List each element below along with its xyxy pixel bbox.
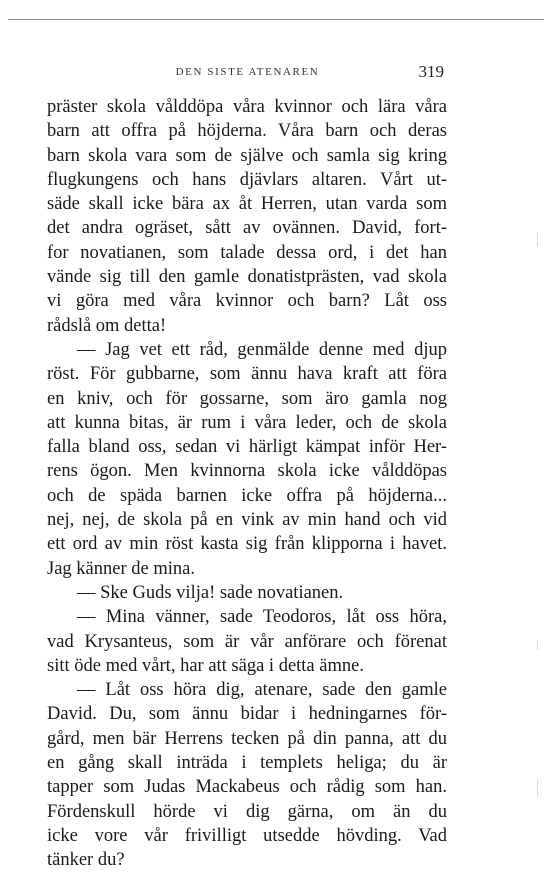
text-line: barn skola vara som de själve och samla sig kring xyxy=(47,145,447,166)
text-line: tänker du? xyxy=(47,850,125,871)
text-line: for novatianen, som talade dessa ord, i det han xyxy=(47,242,447,263)
text-line: gård, men bär Herrens tecken på din panna, att du xyxy=(47,728,447,749)
text-line: rens ögon. Men kvinnorna skola icke vålddöpas xyxy=(47,461,447,482)
text-line: flugkungens och hans djävlars altaren. Vårt ut- xyxy=(47,169,447,190)
text-line: nej, nej, de skola på en vink av min hand och vid xyxy=(47,510,447,531)
text-line: präster skola vålddöpa våra kvinnor och lära våra xyxy=(47,97,447,117)
text-line: vände sig till den gamle donatistprästen, vad skola xyxy=(47,267,447,288)
text-line: och de späda barnen icke offra på höjderna... xyxy=(47,485,447,506)
text-line: Fördenskull hörde vi dig gärna, om än du xyxy=(47,801,447,822)
page-number: 319 xyxy=(418,62,444,81)
margin-mark xyxy=(537,232,538,246)
text-line: sitt öde med vårt, har att säga i detta ämne. xyxy=(47,655,364,676)
text-line: rådslå om detta! xyxy=(47,315,167,336)
text-line: röst. För gubbarne, som ännu hava kraft att föra xyxy=(47,364,447,385)
text-line: en kniv, och för gossarne, som äro gamla nog xyxy=(47,388,447,409)
margin-mark xyxy=(537,640,538,650)
top-border-rule xyxy=(8,19,544,20)
text-line: David. Du, som ännu bidar i hedningarnes för- xyxy=(47,704,447,725)
text-line: det andra ogräset, sått av ovännen. David, fort- xyxy=(47,218,447,239)
body-text xyxy=(47,95,447,873)
text-line: Jag känner de mina. xyxy=(47,558,195,579)
text-line: vad Krysanteus, som är vår anförare och förenat xyxy=(47,631,447,652)
text-line: — Mina vänner, sade Teodoros, låt oss höra, xyxy=(77,607,447,628)
text-line: en gång skall inträda i templets heliga; du är xyxy=(47,753,447,774)
text-line: icke vore vår frivilligt utsedde hövding. Vad xyxy=(47,825,447,846)
text-line: säde skall icke bära ax åt Herren, utan varda som xyxy=(47,194,447,215)
running-title: DEN SISTE ATENAREN xyxy=(175,66,320,78)
text-line: tapper som Judas Mackabeus och rådig som han. xyxy=(47,777,447,798)
text-line: att kunna bitas, är rum i våra leder, och de skola xyxy=(47,412,447,433)
text-line: — Ske Guds vilja! sade novatianen. xyxy=(77,582,344,603)
text-line: barn att offra på höjderna. Våra barn och deras xyxy=(47,121,447,142)
text-line: vi göra med våra kvinnor och barn? Låt oss xyxy=(47,291,447,312)
running-head xyxy=(0,62,544,86)
text-line: falla bland oss, sedan vi härligt kämpat inför Her- xyxy=(47,437,447,458)
margin-mark xyxy=(537,780,538,796)
text-line: — Jag vet ett råd, genmälde denne med djup xyxy=(77,339,447,360)
text-line: ett ord av min röst kasta sig från klipporna i havet. xyxy=(47,534,447,555)
text-line: — Låt oss höra dig, atenare, sade den gamle xyxy=(77,680,447,701)
